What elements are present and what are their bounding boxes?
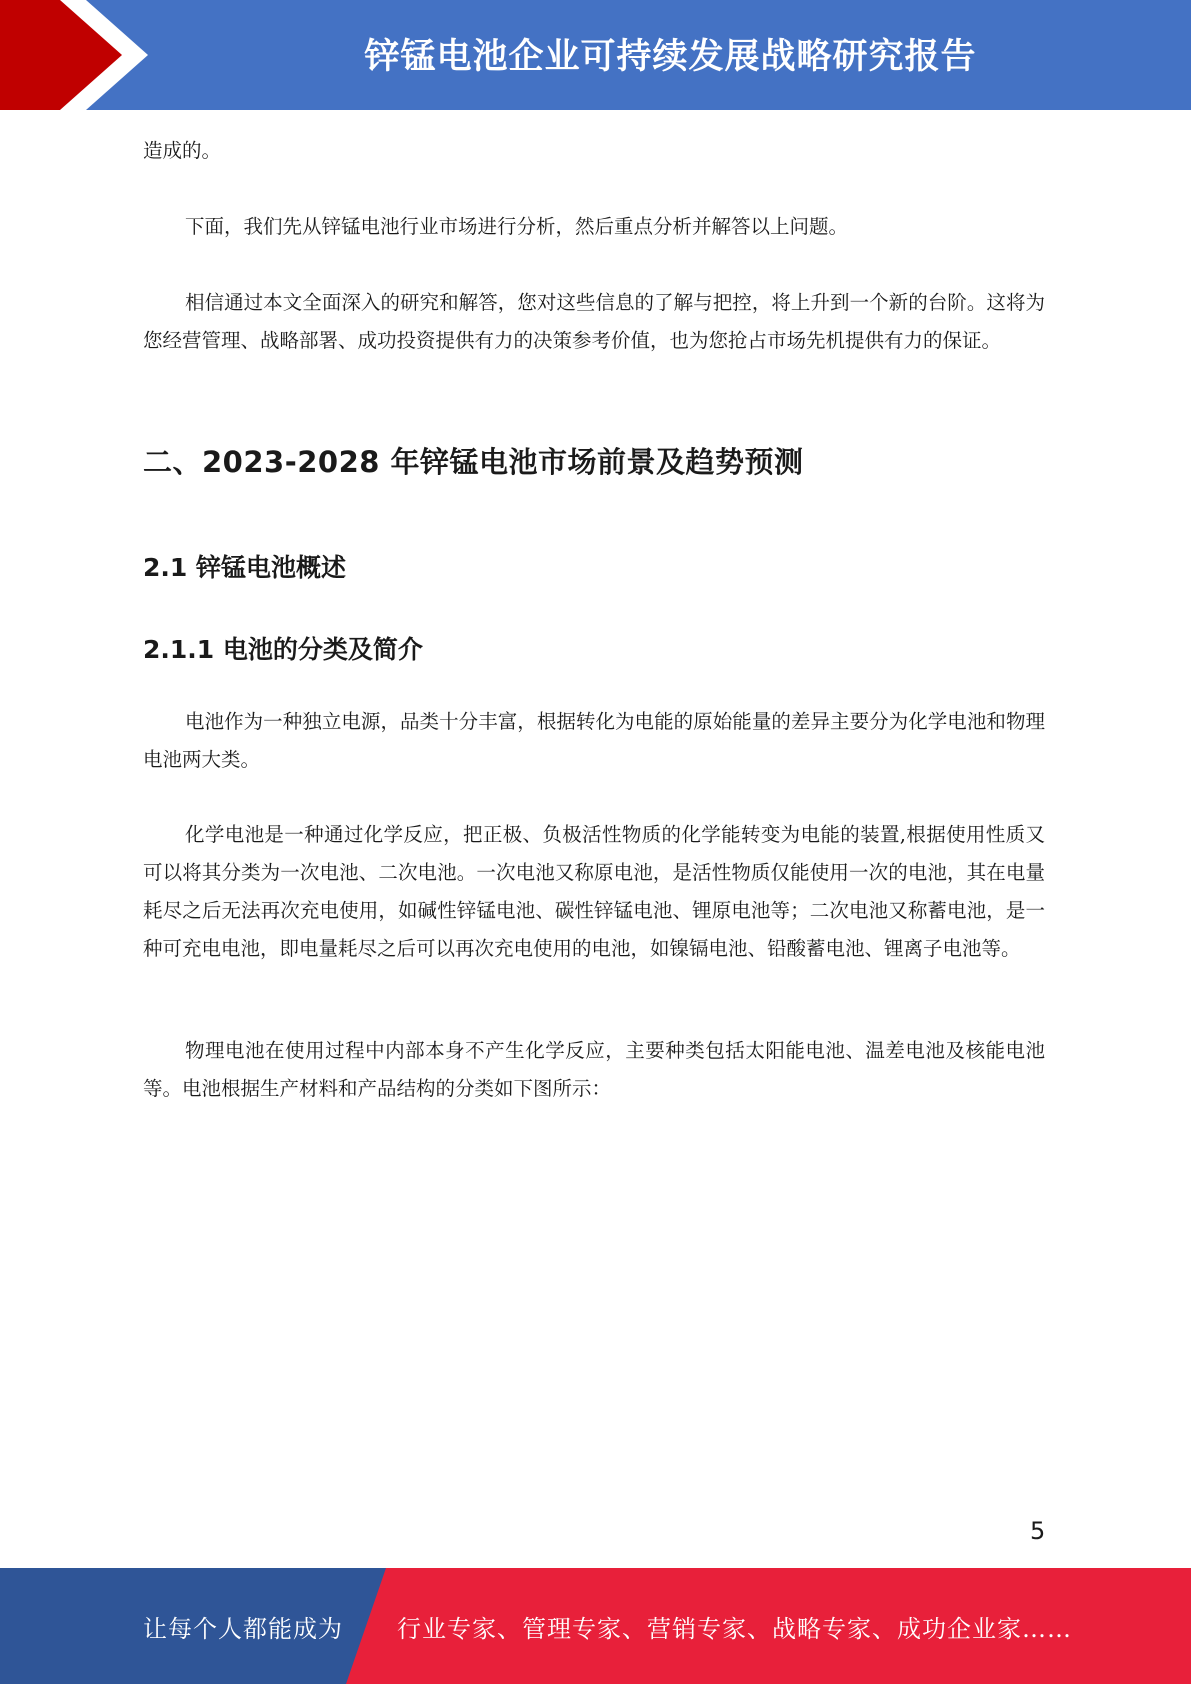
page-header: [0, 0, 1191, 110]
page-footer: [0, 1568, 1191, 1684]
header-chevron-decoration: [0, 0, 160, 110]
paragraph: 电池作为一种独立电源，品类十分丰富，根据转化为电能的原始能量的差异主要分为化学电池和物理电池两大类。: [143, 710, 1045, 771]
paragraph: 下面，我们先从锌锰电池行业市场进行分析，然后重点分析并解答以上问题。: [185, 215, 849, 238]
section-heading: 二、2023-2028 年锌锰电池市场前景及趋势预测: [143, 445, 804, 479]
report-title: 锌锰电池企业可持续发展战略研究报告: [364, 37, 977, 77]
paragraph: 化学电池是一种通过化学反应，把正极、负极活性物质的化学能转变为电能的装置,根据使用性质又可以将其分类为一次电池、二次电池。一次电池又称原电池，是活性物质仅能使用一次的电池，其在电量耗尽之后无法再次充电使用，如碱性锌锰电池、碳性锌锰电池、锂原电池等；二次电池又称蓄电池，是一种可充电电池，即电量耗尽之后可以再次充电使用的电池，如镍镉电池、铅酸蓄电池、锂离子电池等。: [143, 823, 1045, 960]
footer-slogan-right: 行业专家、管理专家、营销专家、战略专家、成功企业家……: [397, 1614, 1072, 1643]
subsubsection-heading: 2.1.1 电池的分类及简介: [143, 635, 423, 664]
subsection-heading: 2.1 锌锰电池概述: [143, 553, 346, 582]
footer-slogan-left: 让每个人都能成为: [143, 1614, 343, 1643]
paragraph: 物理电池在使用过程中内部本身不产生化学反应，主要种类包括太阳能电池、温差电池及核能电池等。电池根据生产材料和产品结构的分类如下图所示：: [143, 1039, 1045, 1100]
page-number: 5: [1030, 1517, 1046, 1545]
paragraph: 相信通过本文全面深入的研究和解答，您对这些信息的了解与把控，将上升到一个新的台阶。这将为您经营管理、战略部署、成功投资提供有力的决策参考价值，也为您抢占市场先机提供有力的保证。: [143, 291, 1045, 352]
paragraph: 造成的。: [143, 139, 222, 162]
